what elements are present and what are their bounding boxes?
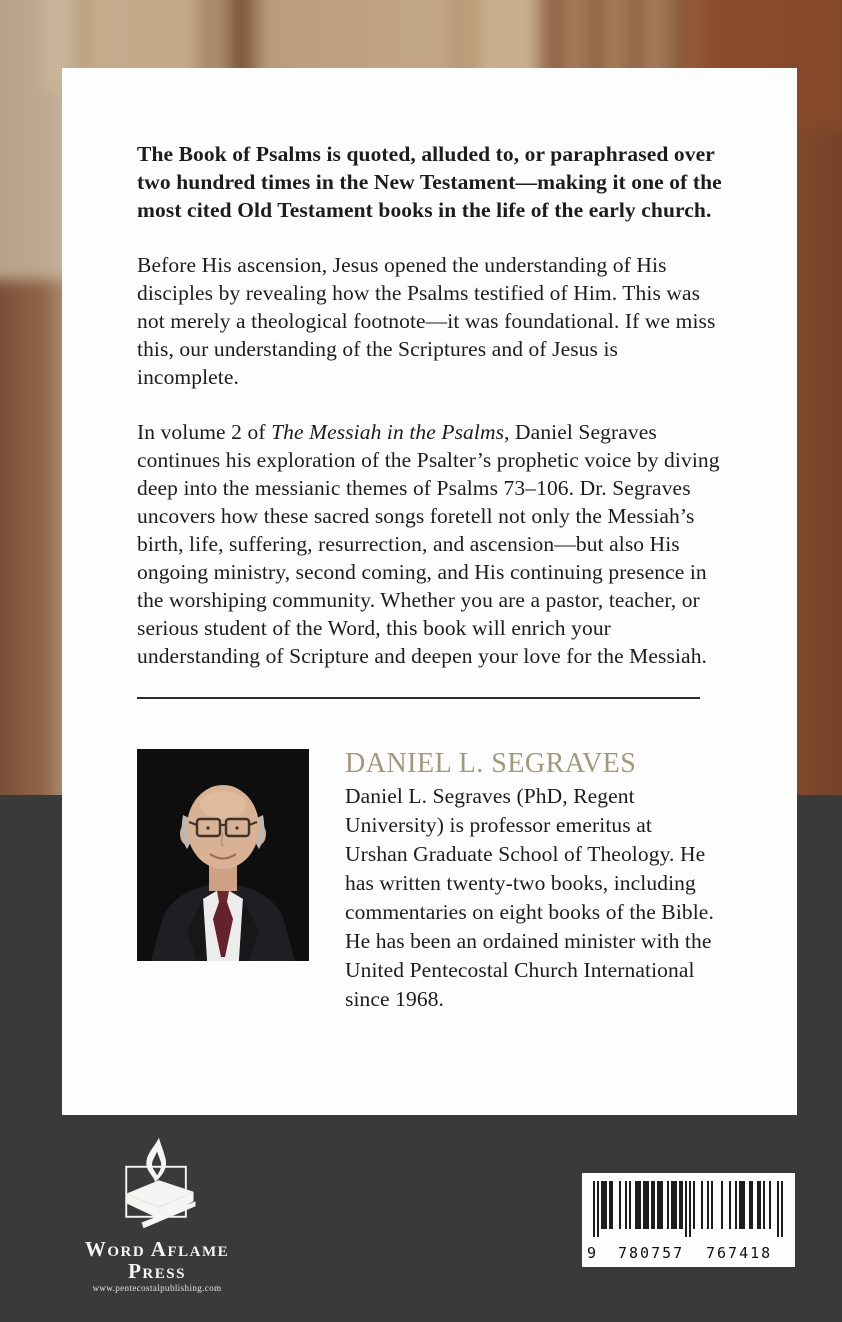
barcode-bars <box>593 1181 783 1245</box>
paragraph-3-lead: In volume 2 of <box>137 420 272 444</box>
author-text-column <box>345 749 718 1014</box>
author-photo <box>137 749 309 961</box>
paragraph-3 <box>137 418 722 670</box>
publisher-url: www.pentecostalpublishing.com <box>92 1283 222 1293</box>
isbn-barcode <box>582 1173 795 1267</box>
author-name-heading: DANIEL L. SEGRAVES <box>345 748 637 779</box>
book-title-italic: The Messiah in the Psalms <box>271 420 505 444</box>
divider-rule <box>137 697 700 699</box>
intro-paragraph: The Book of Psalms is quoted, alluded to, or paraphrased over two hundred times in the New Testament—making it one of the most cited Old Testament books in the life of the early church. <box>137 142 722 222</box>
barcode-digits-left-group: 780757 <box>618 1244 685 1262</box>
author-section <box>137 749 722 1014</box>
flame-over-book-icon <box>99 1136 215 1236</box>
author-portrait-image <box>137 749 309 961</box>
publisher-logo-block <box>57 1136 257 1293</box>
paragraph-2: Before His ascension, Jesus opened the understanding of His disciples by revealing how the Psalms testified of Him. This was not merely a theological footnote—it was foundational. If we miss this, our understanding of the Scriptures and of Jesus is incomplete. <box>137 253 716 389</box>
barcode-digit-prefix: 9 <box>587 1244 597 1262</box>
back-cover-text-panel <box>62 68 797 1115</box>
author-bio: Daniel L. Segraves (PhD, Regent University) is professor emeritus at Urshan Graduate School of Theology. He has written twenty-two books, including commentaries on eight books of the Bible. He has been an ordained minister with the United Pentecostal Church International since 1968. <box>345 784 714 1011</box>
barcode-digits-right-group: 767418 <box>706 1244 773 1262</box>
publisher-name: Word Aflame Press <box>84 1237 230 1283</box>
paragraph-3-rest: , Daniel Segraves continues his exploration of the Psalter’s prophetic voice by diving deep into the messianic themes of Psalms 73–106. Dr. Segraves uncovers how these sacred songs foretell not only the Messiah’s birth, life, suffering, resurrection, and ascension—but also His ongoing ministry, second coming, and His continuing presence in the worshiping community. Whether you are a pastor, teacher, or serious student of the Word, this book will enrich your understanding of Scripture and deepen your love for the Messiah. <box>137 420 720 668</box>
